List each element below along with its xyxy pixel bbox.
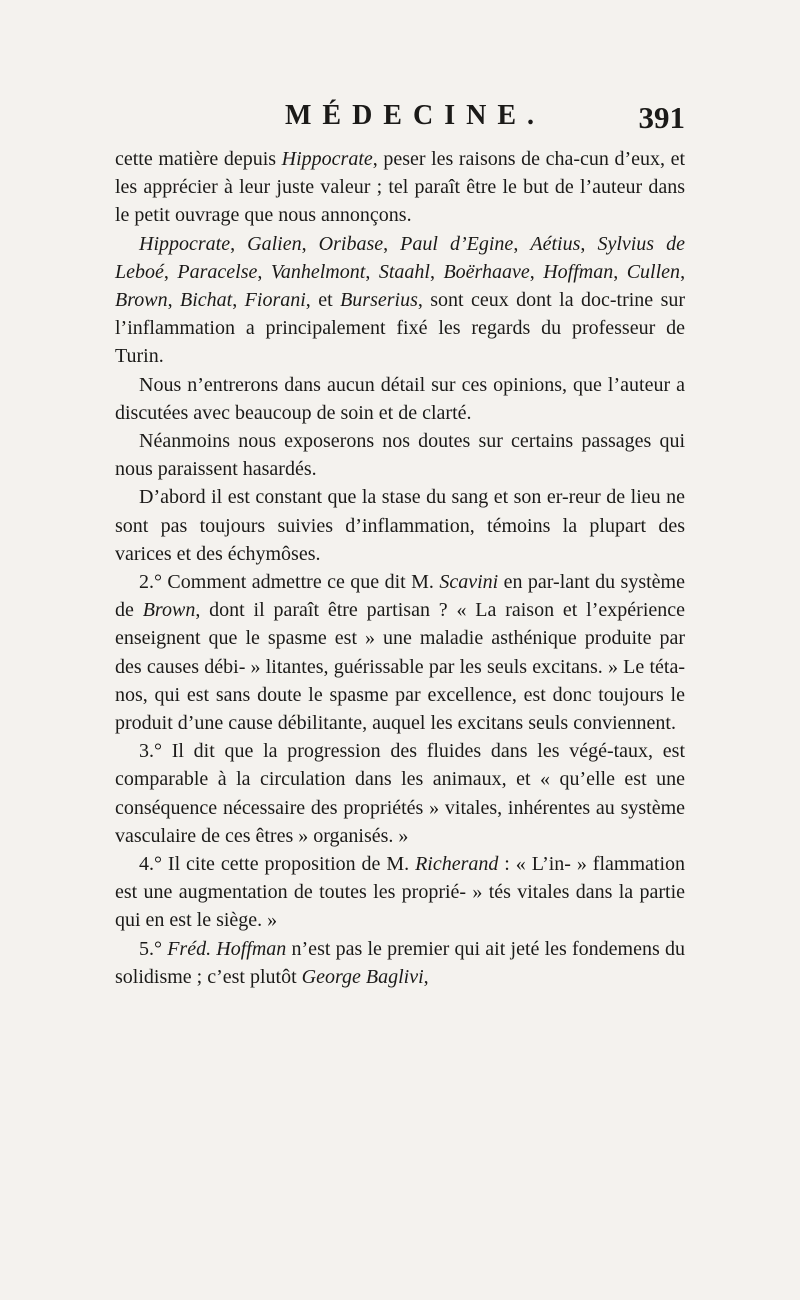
text-run: , <box>613 260 627 283</box>
paragraph-1 <box>115 145 685 230</box>
italic-name: George Baglivi <box>301 965 424 988</box>
text-run: , <box>513 232 531 255</box>
paragraph-9 <box>115 935 685 991</box>
italic-name: Hoffman <box>543 260 614 283</box>
text-run: , <box>365 260 379 283</box>
text-run: cette matière depuis <box>115 148 282 170</box>
italic-name: Burserius <box>340 289 418 312</box>
paragraph-3 <box>115 371 685 427</box>
text-run: 2.° Comment admettre ce que dit M. <box>139 571 440 594</box>
paragraph-7 <box>115 737 685 850</box>
text-run: , <box>257 260 271 283</box>
paragraph-6 <box>115 568 685 737</box>
text-run: Nous n’entrerons dans aucun détail sur ces opinions, que l’auteur a discutées avec beaucoup de soin et de clarté. <box>115 373 685 424</box>
text-run: , dont il paraît être partisan ? « La raison et l’expérience enseignent que le spasme est » une maladie asthénique produite par des causes débi- » litantes, guérissable par les seuls excitans. » Le téta-nos, qui est sans doute le spasme par excellence, est donc toujours le produit d’une cause débilitante, auquel les excitans seuls conviennent. <box>115 599 686 735</box>
italic-name: Aétius <box>530 232 581 255</box>
italic-name: Staahl <box>378 260 430 283</box>
text-run: 3.° Il dit que la progression des fluides dans les végé-taux, est comparable à la circulation dans les animaux, et « qu’elle est une conséquence nécessaire des propriétés » vitales, inhérentes au système vasculaire de ces êtres » organisés. » <box>115 740 685 847</box>
italic-name: Sylvius de Leboé <box>115 232 686 283</box>
paragraph-8 <box>115 850 685 935</box>
italic-name: Brown <box>115 289 168 312</box>
paragraph-4 <box>115 427 685 483</box>
italic-name: Fréd. Hoffman <box>167 937 287 960</box>
text-run: , <box>429 260 444 283</box>
text-run: , <box>529 260 544 283</box>
paragraph-2 <box>115 230 685 371</box>
text-run: , <box>232 289 245 312</box>
italic-name: Cullen <box>626 260 681 283</box>
italic-name: Oribase <box>318 232 384 255</box>
text-run: , <box>423 965 429 988</box>
italic-name: Fiorani <box>244 289 306 312</box>
text-run: , <box>230 232 248 255</box>
text-run: 5.° <box>139 937 168 960</box>
italic-name: Vanhelmont <box>270 260 366 283</box>
text-run: n’est pas le premier qui ait jeté les fondemens du solidisme ; c’est plutôt <box>115 937 685 988</box>
text-run: , <box>167 289 181 312</box>
text-run: 4.° Il cite cette proposition de M. <box>139 853 416 876</box>
text-run: en par-lant du système de <box>115 571 685 622</box>
italic-name: Richerand <box>415 853 499 876</box>
text-run: : « L’in- » flammation est une augmentation de toutes les proprié- » tés vitales dans la partie qui en est le siège. » <box>115 853 685 932</box>
running-head: MÉDECINE. <box>284 100 545 131</box>
text-run: , <box>301 232 319 255</box>
text-run: , et <box>305 289 341 312</box>
text-run: Néanmoins nous exposerons nos doutes sur certains passages qui nous paraissent hasardés. <box>115 430 685 481</box>
paragraph-5 <box>115 483 685 568</box>
italic-name: Scavini <box>439 571 499 594</box>
text-run: , sont ceux dont la doc-trine sur l’inflammation a principalement fixé les regards du professeur de Turin. <box>115 289 686 368</box>
text-run: D’abord il est constant que la stase du sang et son er-reur de lieu ne sont pas toujours suivies d’inflammation, témoins la plupart des varices et des échymôses. <box>115 486 685 565</box>
text-run: , <box>580 232 598 255</box>
italic-name: Paul d’Egine <box>400 232 514 255</box>
italic-name: Hippocrate <box>139 232 231 255</box>
italic-name: Paracelse <box>177 260 258 283</box>
italic-name: Boërhaave <box>443 260 530 283</box>
page-header <box>115 100 685 140</box>
text-run: , peser les raisons de cha-cun d’eux, et les apprécier à leur juste valeur ; tel paraît être le but de l’auteur dans le petit ouvrage que nous annonçons. <box>115 148 685 227</box>
italic-name: Galien <box>247 232 302 255</box>
italic-name: Bichat <box>180 289 233 312</box>
page-number: 391 <box>638 100 685 135</box>
text-run: , <box>163 260 178 283</box>
italic-name: Brown <box>142 599 196 622</box>
page-body <box>115 145 685 991</box>
text-run: , <box>680 260 686 283</box>
italic-name: Hippocrate <box>281 148 373 170</box>
text-run: , <box>383 232 401 255</box>
